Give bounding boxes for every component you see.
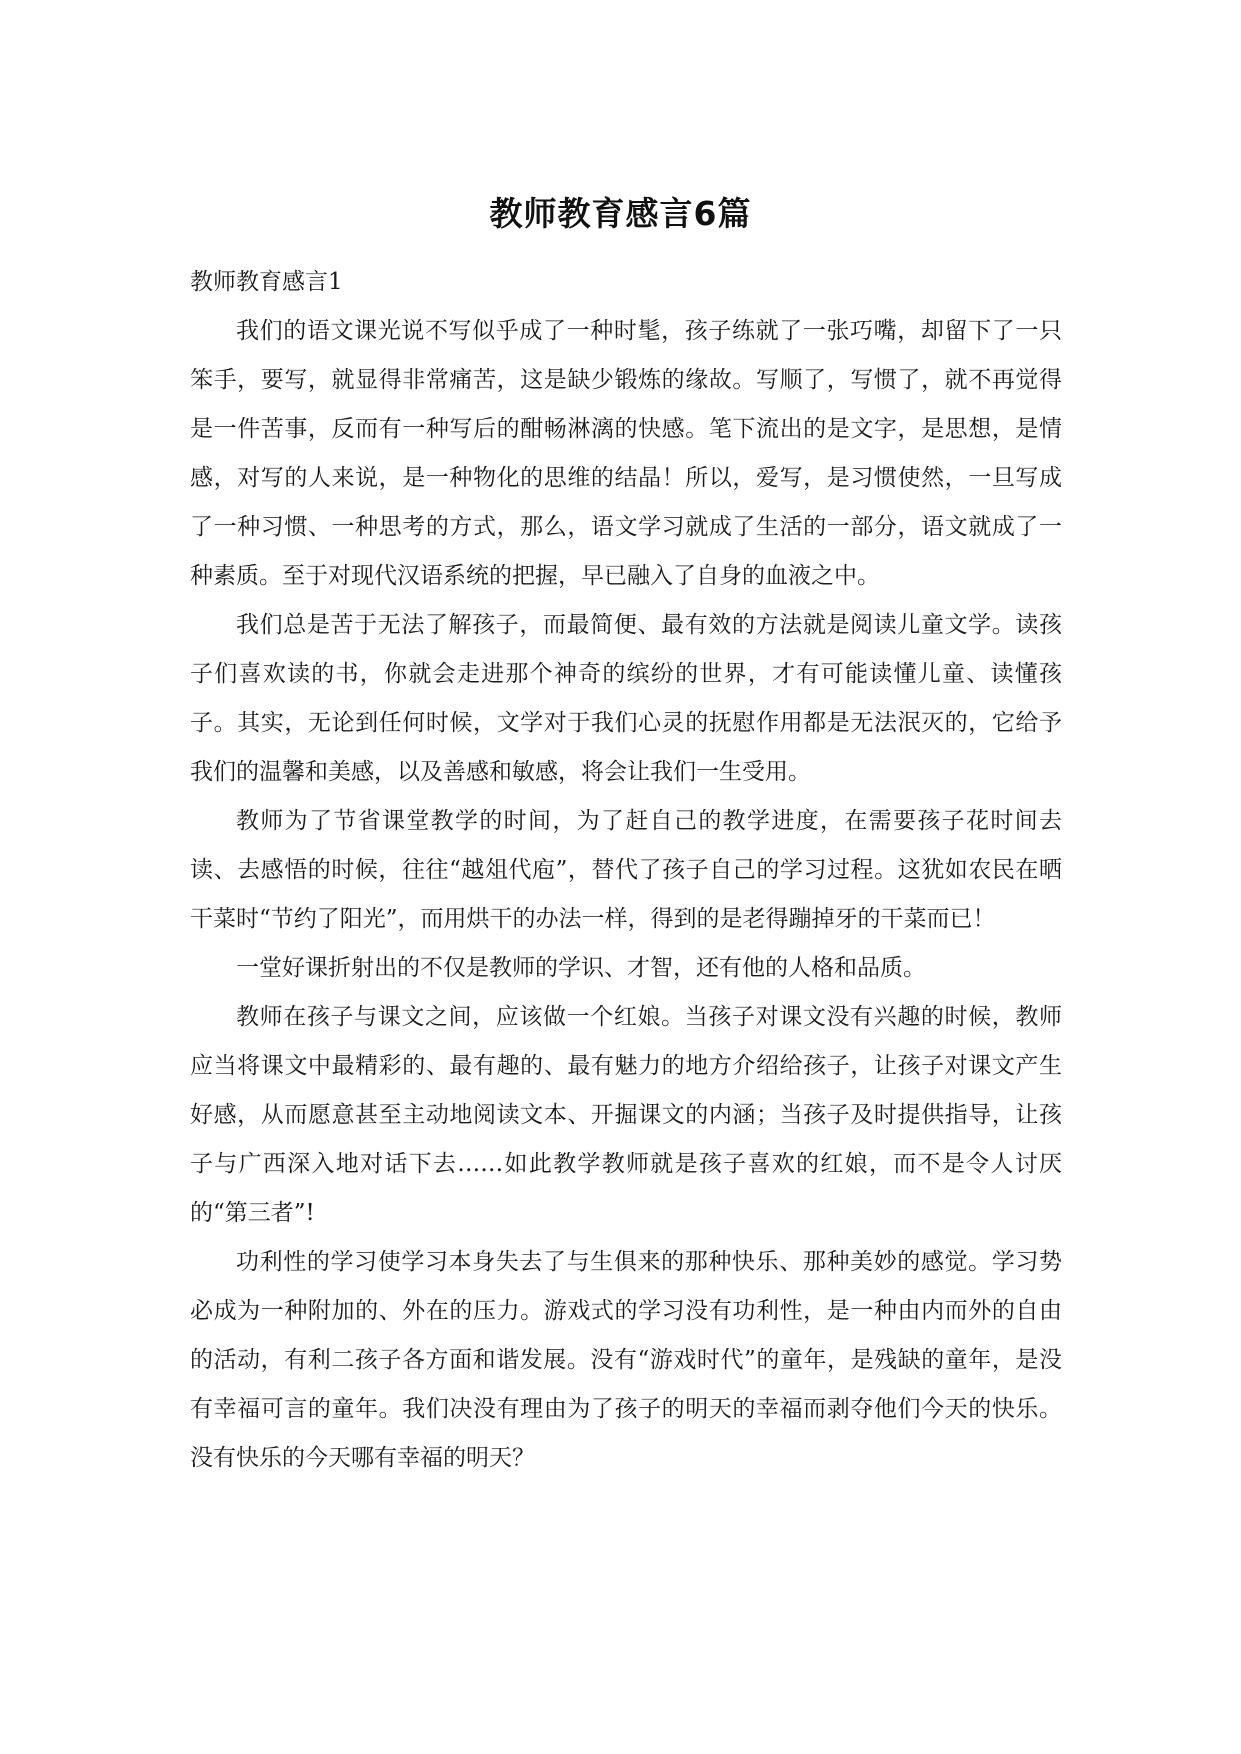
paragraph-2: 我们总是苦于无法了解孩子，而最简便、最有效的方法就是阅读儿童文学。读孩子们喜欢读的书，你就会走进那个神奇的缤纷的世界，才有可能读懂儿童、读懂孩子。其实，无论到任何时候，文学对于我们心灵的抚慰作用都是无法泯灭的，它给予我们的温馨和美感，以及善感和敏感，将会让我们一生受用。 <box>190 612 1062 785</box>
document-body <box>190 258 1062 1483</box>
paragraph-3: 教师为了节省课堂教学的时间，为了赶自己的教学进度，在需要孩子花时间去读、去感悟的时候，往往“越俎代庖”，替代了孩子自己的学习过程。这犹如农民在晒干菜时“节约了阳光”，而用烘干的办法一样，得到的是老得蹦掉牙的干菜而已！ <box>190 808 1062 932</box>
paragraph-1: 我们的语文课光说不写似乎成了一种时髦，孩子练就了一张巧嘴，却留下了一只笨手，要写，就显得非常痛苦，这是缺少锻炼的缘故。写顺了，写惯了，就不再觉得是一件苦事，反而有一种写后的酣畅淋漓的快感。笔下流出的是文字，是思想，是情感，对写的人来说，是一种物化的思维的结晶！所以，爱写，是习惯使然，一旦写成了一种习惯、一种思考的方式，那么，语文学习就成了生活的一部分，语文就成了一种素质。至于对现代汉语系统的把握，早已融入了自身的血液之中。 <box>190 318 1062 589</box>
section-heading: 教师教育感言1 <box>190 269 343 295</box>
paragraph-6: 功利性的学习使学习本身失去了与生俱来的那种快乐、那种美妙的感觉。学习势必成为一种附加的、外在的压力。游戏式的学习没有功利性，是一种由内而外的自由的活动，有利二孩子各方面和谐发展。没有“游戏时代”的童年，是残缺的童年，是没有幸福可言的童年。我们决没有理由为了孩子的明天的幸福而剥夺他们今天的快乐。没有快乐的今天哪有幸福的明天？ <box>190 1249 1062 1471</box>
document-title: 教师教育感言6篇 <box>489 194 752 233</box>
paragraph-5: 教师在孩子与课文之间，应该做一个红娘。当孩子对课文没有兴趣的时候，教师应当将课文中最精彩的、最有趣的、最有魅力的地方介绍给孩子，让孩子对课文产生好感，从而愿意甚至主动地阅读文本、开掘课文的内涵；当孩子及时提供指导，让孩子与广西深入地对话下去……如此教学教师就是孩子喜欢的红娘，而不是令人讨厌的“第三者”! <box>190 1004 1062 1226</box>
paragraph-4: 一堂好课折射出的不仅是教师的学识、才智，还有他的人格和品质。 <box>236 955 926 981</box>
